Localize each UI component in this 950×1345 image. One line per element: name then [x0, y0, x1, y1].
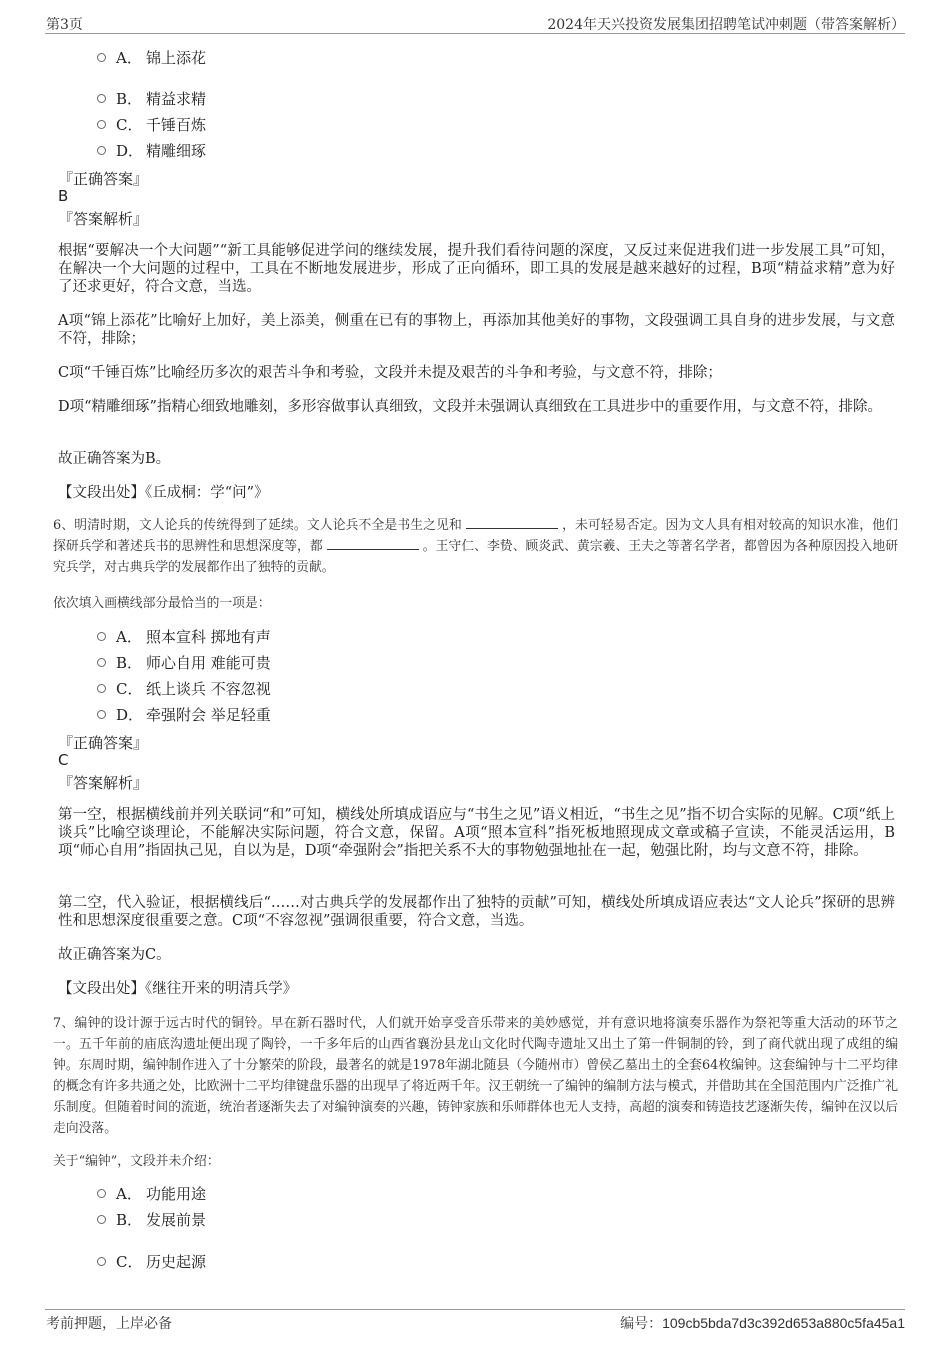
q6-answer: C: [58, 751, 69, 769]
footer-divider: [45, 1309, 905, 1310]
radio-icon[interactable]: [97, 1189, 106, 1198]
q6-option-b[interactable]: B． 师心自用 难能可贵: [97, 651, 271, 673]
q5-analysis-2: A项“锦上添花”比喻好上加好，美上添美，侧重在已有的事物上，再添加其他美好的事物，文段强调工具自身的进步发展，与文意不符，排除；: [58, 313, 895, 347]
radio-icon[interactable]: [97, 1215, 106, 1224]
q6-stem: 6、明清时期，文人论兵的传统得到了延续。文人论兵不全是书生之见和 ，未可轻易否定。因为文人具有相对较高的知识水准，他们探研兵学和著述兵书的思辨性和思想深度等，都 。王守仁、李贽、顾炎武、黄宗羲、王夫之等著名学者，都曾因为各种原因投入地研究兵学，对古典兵学的发展都作出了独特的贡献。: [53, 518, 899, 575]
radio-icon[interactable]: [97, 710, 106, 719]
q6-analysis-2: 第二空，代入验证，根据横线后“……对古典兵学的发展都作出了独特的贡献”可知，横线处所填成语应表达“文人论兵”探研的思辨性和思想深度很重要之意。C项“不容忽视”强调很重要，符合文意，当选。: [58, 895, 895, 929]
radio-icon[interactable]: [97, 684, 106, 693]
q5-analysis-label: 『答案解析』: [58, 210, 149, 228]
q7-option-a[interactable]: A． 功能用途: [97, 1182, 206, 1204]
radio-icon[interactable]: [97, 632, 106, 641]
page-number: 第3页: [46, 17, 83, 33]
radio-icon[interactable]: [97, 1257, 106, 1266]
q5-analysis-3: C项“千锤百炼”比喻经历多次的艰苦斗争和考验，文段并未提及艰苦的斗争和考验，与文意不符，排除；: [58, 365, 722, 381]
fill-blank-1: [466, 516, 558, 529]
q6-analysis-1: 第一空，根据横线前并列关联词“和”可知，横线处所填成语应与“书生之见”语义相近，“书生之见”指不切合实际的见解。C项“纸上谈兵”比喻空谈理论，不能解决实际问题，符合文意，保留。A项“照本宣科”指死板地照现成文章或稿子宣读，不能灵活运用，B项“师心自用”指固执己见，自以为是，D项“牵强附会”指把关系不大的事物勉强地扯在一起，勉强比附，均与文意不符，排除。: [58, 807, 895, 859]
q5-analysis-1: 根据“要解决一个大问题”“新工具能够促进学问的继续发展，提升我们看待问题的深度，又反过来促进我们进一步发展工具”可知，在解决一个大问题的过程中，工具在不断地发展进步，形成了正向循环，即工具的发展是越来越好的过程，B项“精益求精”意为好了还求更好，符合文意，当选。: [58, 243, 895, 295]
radio-icon[interactable]: [97, 146, 106, 155]
q5-option-a[interactable]: A． 锦上添花: [97, 46, 206, 68]
q5-analysis-4: D项“精雕细琢”指精心细致地雕刻，多形容做事认真细致，文段并未强调认真细致在工具进步中的重要作用，与文意不符，排除。: [58, 399, 882, 415]
fill-blank-2: [327, 537, 419, 550]
q7-prompt: 关于“编钟”，文段并未介绍：: [53, 1154, 220, 1169]
q6-option-d[interactable]: D． 牵强附会 举足轻重: [97, 703, 271, 725]
q5-answer-label: 『正确答案』: [58, 170, 149, 188]
q5-source: 【文段出处】《丘成桐：学“问”》: [58, 485, 269, 501]
q5-option-d[interactable]: D． 精雕细琢: [97, 139, 206, 161]
document-title: 2024年天兴投资发展集团招聘笔试冲刺题（带答案解析）: [547, 17, 905, 33]
q5-option-b[interactable]: B． 精益求精: [97, 87, 206, 109]
q6-option-a[interactable]: A． 照本宣科 掷地有声: [97, 625, 271, 647]
radio-icon[interactable]: [97, 658, 106, 667]
q5-option-c[interactable]: C． 千锤百炼: [97, 113, 206, 135]
q5-analysis-5: 故正确答案为B。: [58, 451, 171, 467]
footer-slogan: 考前押题，上岸必备: [46, 1316, 172, 1332]
q7-stem: 7、编钟的设计源于远古时代的铜铃。早在新石器时代，人们就开始享受音乐带来的美妙感觉，并有意识地将演奏乐器作为祭祀等重大活动的环节之一。五千年前的庙底沟遗址便出现了陶铃，一千多年后的山西省襄汾县龙山文化时代陶寺遗址又出土了第一件铜制的铃，到了商代就出现了成组的编钟。东周时期，编钟制作进入了十分繁荣的阶段，最著名的就是1978年湖北随县（今随州市）曾侯乙墓出土的全套64枚编钟。这套编钟与十二平均律的概念有许多共通之处，比欧洲十二平均律键盘乐器的出现早了将近两千年。汉王朝统一了编钟的编制方法与模式，并借助其在全国范围内广泛推广礼乐制度。但随着时间的流逝，统治者逐渐失去了对编钟演奏的兴趣，铸钟家族和乐师群体也无人支持，高超的演奏和铸造技艺逐渐失传，编钟在汉以后走向没落。: [53, 1016, 898, 1136]
q6-analysis-label: 『答案解析』: [58, 774, 149, 792]
q5-answer: B: [58, 187, 69, 205]
header-divider: [45, 33, 905, 34]
q7-option-c[interactable]: C． 历史起源: [97, 1250, 206, 1272]
q6-option-c[interactable]: C． 纸上谈兵 不容忽视: [97, 677, 271, 699]
radio-icon[interactable]: [97, 94, 106, 103]
q6-source: 【文段出处】《继往开来的明清兵学》: [58, 981, 298, 997]
q6-answer-label: 『正确答案』: [58, 734, 149, 752]
q6-analysis-3: 故正确答案为C。: [58, 947, 171, 963]
radio-icon[interactable]: [97, 53, 106, 62]
radio-icon[interactable]: [97, 120, 106, 129]
q7-option-b[interactable]: B． 发展前景: [97, 1208, 206, 1230]
q6-prompt: 依次填入画横线部分最恰当的一项是：: [53, 596, 271, 611]
document-code: 编号：109cb5bda7d3c392d653a880c5fa45a1: [620, 1315, 905, 1332]
